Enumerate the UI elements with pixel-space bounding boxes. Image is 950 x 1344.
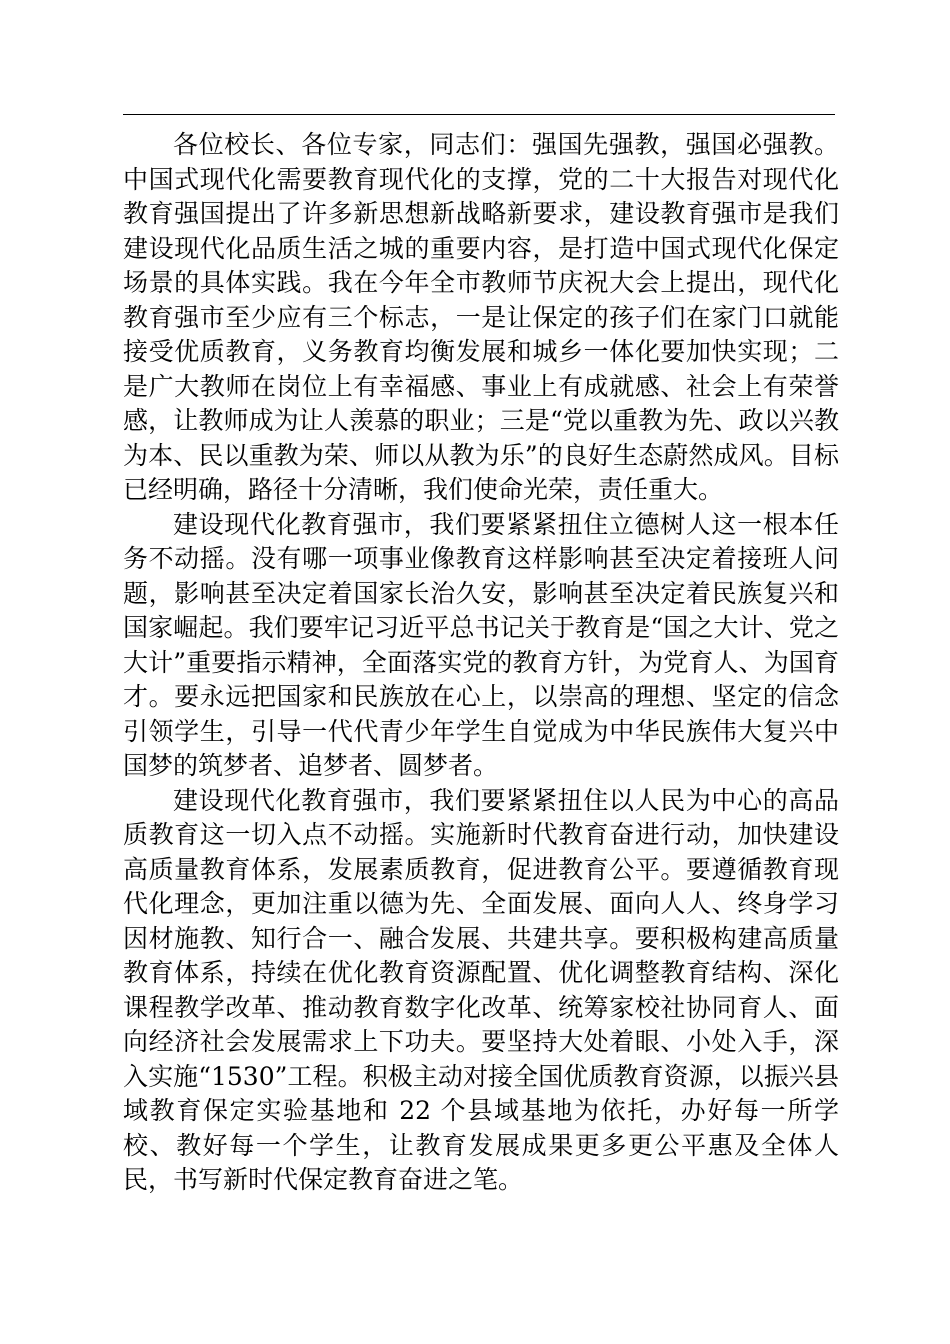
- document-body: [123, 128, 839, 1198]
- header-rule: [123, 114, 835, 115]
- paragraph-2: 建设现代化教育强市，我们要紧紧扭住立德树人这一根本任务不动摇。没有哪一项事业像教育这样影响甚至决定着接班人问题，影响甚至决定着国家长治久安，影响甚至决定着民族复兴和国家崛起。我们要牢记习近平总书记关于教育是“国之大计、党之大计”重要指示精神，全面落实党的教育方针，为党育人、为国育才。要永远把国家和民族放在心上，以崇高的理想、坚定的信念引领学生，引导一代代青少年学生自觉成为中华民族伟大复兴中国梦的筑梦者、追梦者、圆梦者。: [123, 509, 839, 780]
- paragraph-3: 建设现代化教育强市，我们要紧紧扭住以人民为中心的高品质教育这一切入点不动摇。实施新时代教育奋进行动，加快建设高质量教育体系，发展素质教育，促进教育公平。要遵循教育现代化理念，更加注重以德为先、全面发展、面向人人、终身学习因材施教、知行合一、融合发展、共建共享。要积极构建高质量教育体系，持续在优化教育资源配置、优化调整教育结构、深化课程教学改革、推动教育数字化改革、统筹家校社协同育人、面向经济社会发展需求上下功夫。要坚持大处着眼、小处入手，深入实施“1530”工程。积极主动对接全国优质教育资源，以振兴县域教育保定实验基地和 22 个县域基地为依托，办好每一所学校、教好每一个学生，让教育发展成果更多更公平惠及全体人民，书写新时代保定教育奋进之笔。: [123, 785, 839, 1194]
- paragraph-1: 各位校长、各位专家，同志们：强国先强教，强国必强教。中国式现代化需要教育现代化的支撑，党的二十大报告对现代化教育强国提出了许多新思想新战略新要求，建设教育强市是我们建设现代化品质生活之城的重要内容，是打造中国式现代化保定场景的具体实践。我在今年全市教师节庆祝大会上提出，现代化教育强市至少应有三个标志，一是让保定的孩子们在家门口就能接受优质教育，义务教育均衡发展和城乡一体化要加快实现；二是广大教师在岗位上有幸福感、事业上有成就感、社会上有荣誉感，让教师成为让人羡慕的职业；三是“党以重教为先、政以兴教为本、民以重教为荣、师以从教为乐”的良好生态蔚然成风。目标已经明确，路径十分清晰，我们使命光荣，责任重大。: [123, 130, 839, 504]
